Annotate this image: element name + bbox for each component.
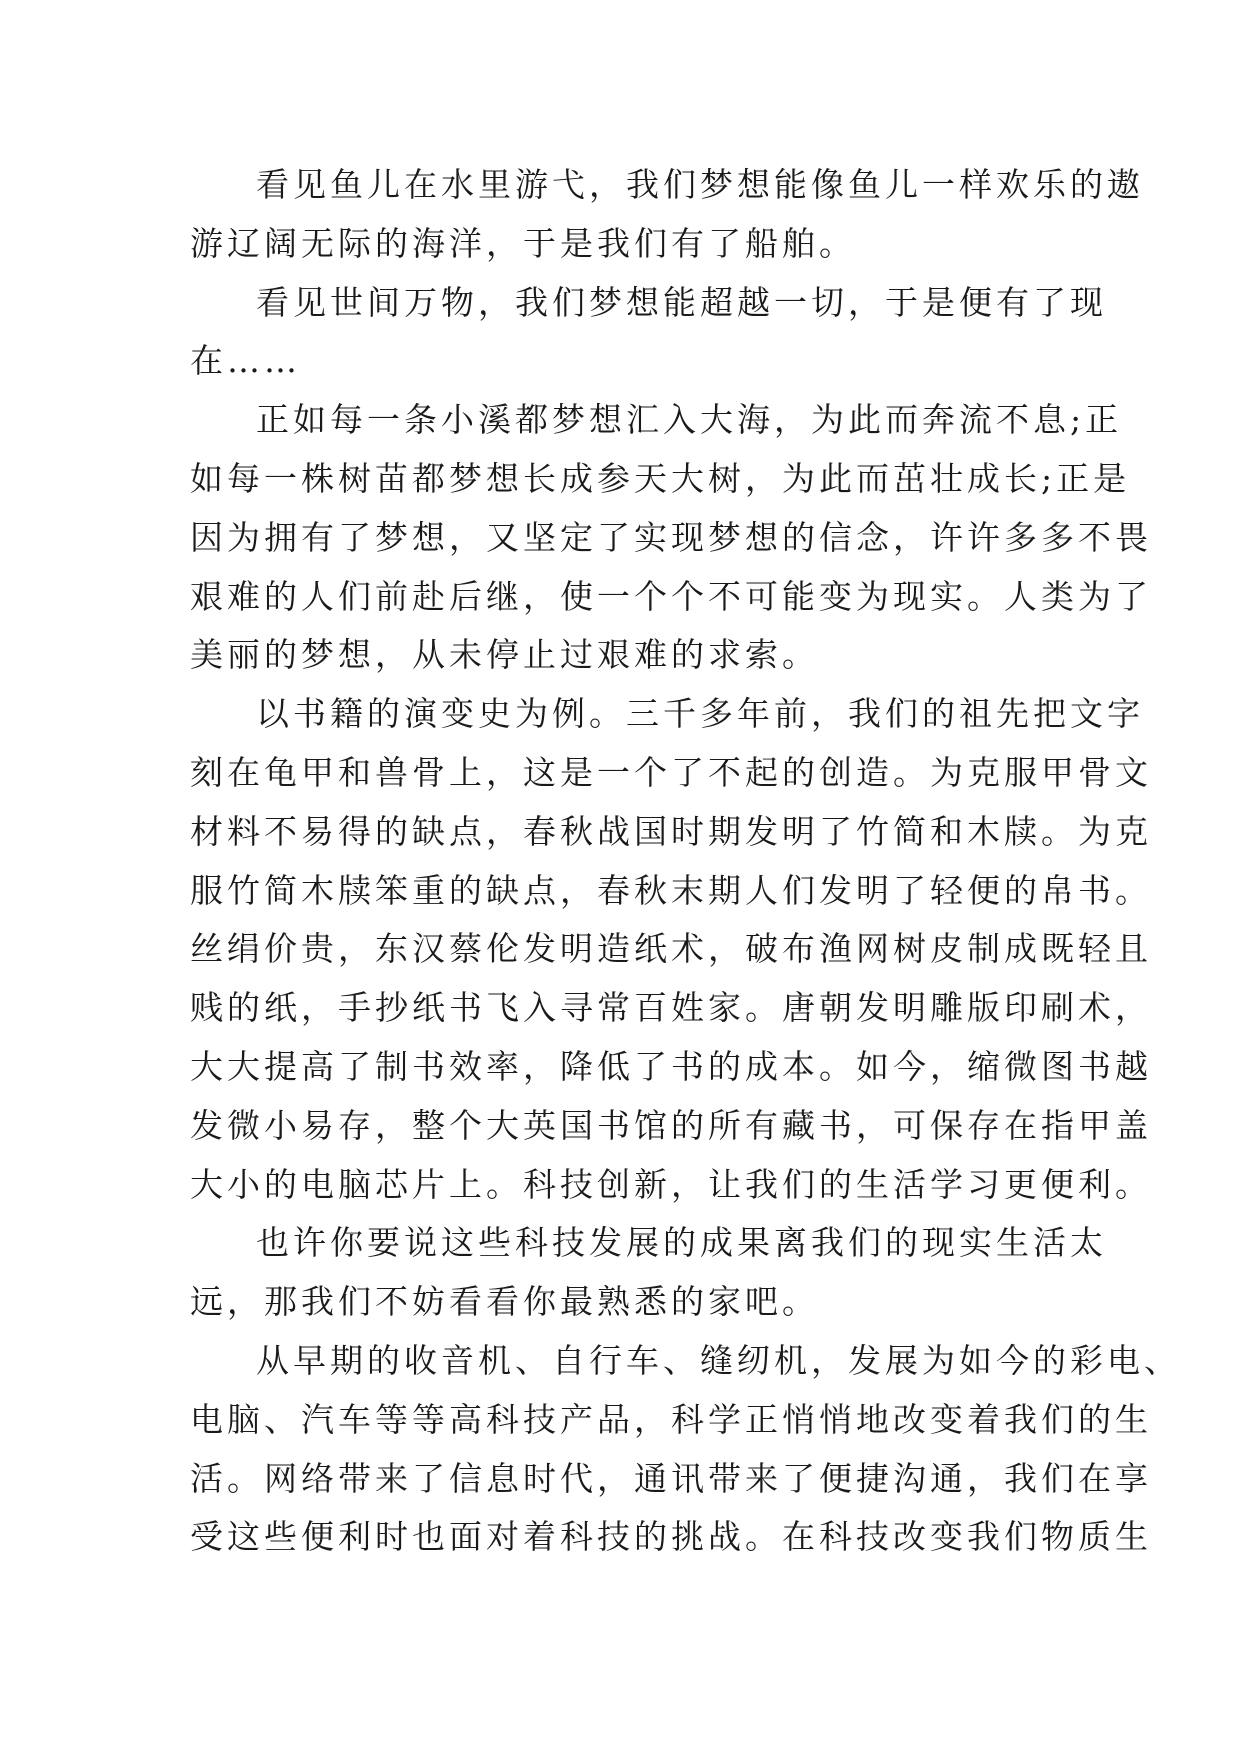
text-line: 受这些便利时也面对着科技的挑战。在科技改变我们物质生 [190, 1517, 1152, 1557]
text-line: 从早期的收音机、自行车、缝纫机，发展为如今的彩电、 [256, 1340, 1181, 1380]
text-line: 如每一株树苗都梦想长成参天大树，为此而茁壮成长;正是 [190, 458, 1131, 498]
text-line: 游辽阔无际的海洋，于是我们有了船舶。 [190, 223, 856, 263]
text-line: 贱的纸，手抄纸书飞入寻常百姓家。唐朝发明雕版印刷术， [190, 988, 1152, 1028]
text-line: 远，那我们不妨看看你最熟悉的家吧。 [190, 1282, 819, 1322]
text-line: 正如每一条小溪都梦想汇入大海，为此而奔流不息;正 [256, 400, 1123, 440]
text-line: 在…… [190, 341, 301, 381]
text-line: 也许你要说这些科技发展的成果离我们的现实生活太 [256, 1223, 1107, 1263]
paragraph-1 [190, 156, 1144, 274]
text-line: 活。网络带来了信息时代，通讯带来了便捷沟通，我们在享 [190, 1458, 1152, 1498]
text-line: 发微小易存，整个大英国书馆的所有藏书，可保存在指甲盖 [190, 1105, 1152, 1145]
text-line: 丝绢价贵，东汉蔡伦发明造纸术，破布渔网树皮制成既轻且 [190, 929, 1152, 969]
text-line: 看见鱼儿在水里游弋，我们梦想能像鱼儿一样欢乐的遨 [256, 165, 1144, 204]
text-line: 大小的电脑芯片上。科技创新，让我们的生活学习更便利。 [190, 1164, 1152, 1204]
paragraph-5 [190, 1214, 1107, 1332]
text-line: 艰难的人们前赴后继，使一个个不可能变为现实。人类为了 [190, 576, 1152, 616]
text-line: 以书籍的演变史为例。三千多年前，我们的祖先把文字 [256, 694, 1144, 734]
text-line: 服竹简木牍笨重的缺点，春秋末期人们发明了轻便的帛书。 [190, 870, 1152, 910]
text-line: 看见世间万物，我们梦想能超越一切，于是便有了现 [256, 282, 1107, 322]
text-line: 电脑、汽车等等高科技产品，科学正悄悄地改变着我们的生 [190, 1399, 1152, 1439]
text-line: 大大提高了制书效率，降低了书的成本。如今，缩微图书越 [190, 1046, 1152, 1086]
paragraph-3 [190, 391, 1152, 685]
paragraph-4 [190, 685, 1152, 1214]
text-line: 材料不易得的缺点，春秋战国时期发明了竹简和木牍。为克 [190, 811, 1152, 851]
text-line: 美丽的梦想，从未停止过艰难的求索。 [190, 635, 819, 675]
paragraph-2 [190, 274, 1107, 392]
text-line: 刻在龟甲和兽骨上，这是一个了不起的创造。为克服甲骨文 [190, 752, 1152, 792]
paragraph-6 [190, 1332, 1181, 1567]
text-line: 因为拥有了梦想，又坚定了实现梦想的信念，许许多多不畏 [190, 517, 1152, 557]
document-body [190, 156, 1181, 1567]
